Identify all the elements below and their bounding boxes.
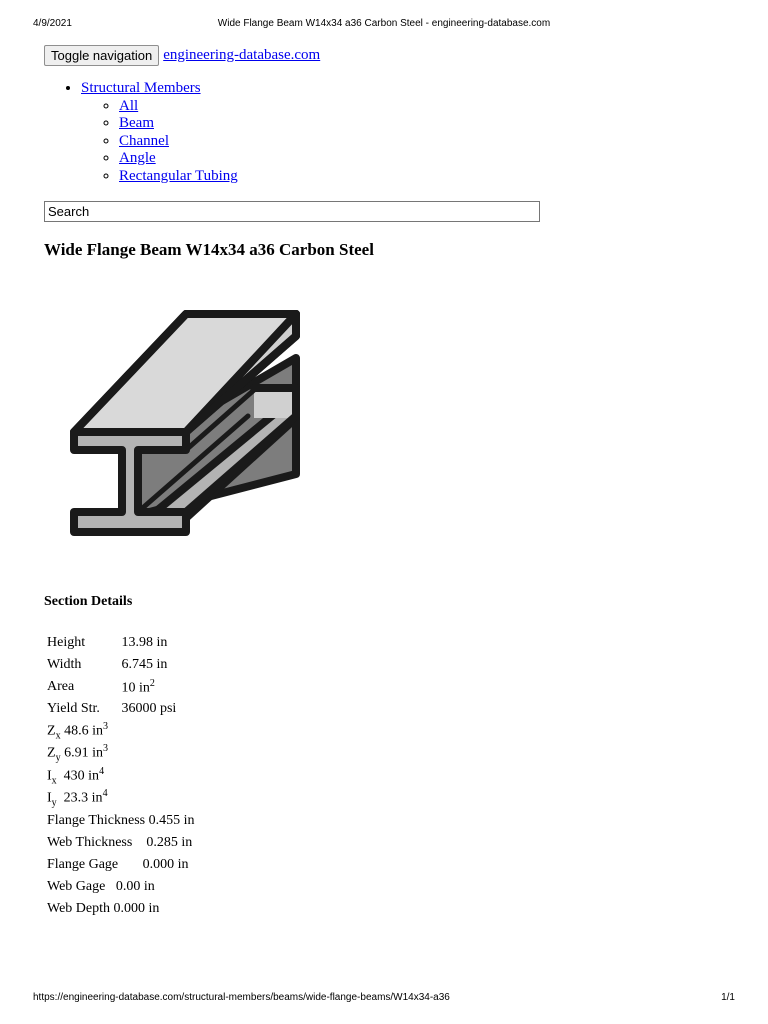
- yield-value: 36000 psi: [121, 701, 177, 716]
- flange-gage-value: 0.000 in: [142, 856, 189, 872]
- search-input[interactable]: [44, 201, 540, 222]
- table-row-ix: [46, 766, 196, 786]
- wide-flange-beam-icon: [68, 306, 304, 542]
- web-depth-cell: [46, 899, 196, 919]
- zx-cell: [46, 721, 196, 741]
- flange-thickness-label: Flange Thickness: [47, 812, 146, 828]
- table-row-area: [46, 677, 196, 697]
- web-thickness-cell: [46, 833, 196, 853]
- table-row-flange-thickness: [46, 811, 196, 831]
- height-value: 13.98 in: [121, 635, 168, 650]
- table-row-zy: [46, 743, 196, 763]
- zy-cell: [46, 743, 196, 763]
- beam-link[interactable]: Beam: [119, 115, 154, 131]
- ix-subscript: x: [51, 775, 57, 787]
- page-title: Wide Flange Beam W14x34 a36 Carbon Steel: [44, 240, 374, 259]
- area-value-cell: [120, 677, 195, 697]
- height-label: Height: [47, 635, 86, 650]
- table-row-iy: [46, 788, 196, 808]
- zy-exponent: 3: [102, 743, 108, 755]
- web-gage-label: Web Gage: [47, 878, 106, 894]
- iy-cell: [46, 788, 196, 808]
- structural-members-link[interactable]: Structural Members: [81, 80, 201, 96]
- zx-exponent: 3: [102, 721, 108, 732]
- width-value: 6.745 in: [121, 657, 168, 672]
- web-gage-value: 0.00 in: [115, 878, 155, 894]
- submenu-item-rectangular-tubing: [119, 168, 238, 186]
- brand-link[interactable]: engineering-database.com: [163, 46, 321, 63]
- ix-value: 430 in: [63, 768, 100, 784]
- flange-thickness-cell: [46, 811, 196, 831]
- section-details-table: [44, 631, 198, 921]
- web-depth-label: Web Depth: [47, 900, 111, 916]
- zx-value: 48.6 in: [64, 723, 103, 739]
- zx-subscript: x: [55, 730, 61, 742]
- print-url: https://engineering-database.com/structural-members/beams/wide-flange-beams/W14x34-a36: [33, 992, 450, 1003]
- print-header: [0, 14, 768, 34]
- web-gage-cell: [46, 877, 196, 897]
- area-exponent: 2: [149, 677, 155, 689]
- zx-label: Z: [47, 723, 56, 739]
- web-thickness-label: Web Thickness: [47, 834, 133, 850]
- submenu-item-beam: [119, 115, 238, 133]
- area-value: 10 in: [121, 680, 150, 696]
- print-page-number: 1/1: [721, 992, 735, 1003]
- submenu-item-all: [119, 98, 238, 116]
- iy-label: I: [47, 791, 52, 807]
- toggle-navigation-button[interactable]: Toggle navigation: [44, 45, 159, 66]
- table-row-web-depth: [46, 899, 196, 919]
- nav-menu: [44, 80, 238, 185]
- flange-thickness-value: 0.455 in: [148, 812, 195, 828]
- table-row-width: [46, 655, 196, 675]
- table-row-web-gage: [46, 877, 196, 897]
- iy-exponent: 4: [102, 788, 108, 800]
- structural-members-submenu: [81, 98, 238, 186]
- table-row-web-thickness: [46, 833, 196, 853]
- print-page-title: Wide Flange Beam W14x34 a36 Carbon Steel - engineering-database.com: [217, 18, 551, 29]
- print-footer: [0, 988, 768, 1008]
- channel-link[interactable]: Channel: [119, 132, 169, 149]
- table-row-yield-strength: [46, 699, 196, 719]
- rectangular-tubing-link[interactable]: Rectangular Tubing: [119, 167, 238, 184]
- iy-value: 23.3 in: [63, 791, 103, 807]
- ix-label: I: [47, 768, 52, 784]
- table-row-flange-gage: [46, 855, 196, 875]
- width-label: Width: [47, 657, 82, 672]
- angle-link[interactable]: Angle: [119, 150, 156, 166]
- all-link[interactable]: All: [119, 97, 139, 114]
- web-thickness-value: 0.285 in: [146, 834, 193, 850]
- table-row-zx: [46, 721, 196, 741]
- table-row-height: [46, 633, 196, 653]
- print-date: 4/9/2021: [33, 18, 72, 29]
- area-label: Area: [47, 679, 75, 694]
- submenu-item-angle: [119, 150, 238, 168]
- section-details-title: Section Details: [44, 594, 133, 609]
- ix-exponent: 4: [99, 765, 105, 777]
- iy-subscript: y: [51, 797, 57, 809]
- menu-item-structural-members: [81, 80, 238, 185]
- flange-gage-cell: [46, 855, 196, 875]
- zy-value: 6.91 in: [64, 746, 103, 762]
- submenu-item-channel: [119, 133, 238, 151]
- zy-subscript: y: [55, 752, 61, 764]
- yield-label: Yield Str.: [47, 701, 100, 716]
- web-depth-value: 0.000 in: [113, 900, 160, 916]
- navbar: [44, 44, 320, 66]
- flange-gage-label: Flange Gage: [47, 856, 119, 872]
- zy-label: Z: [47, 746, 56, 762]
- ix-cell: [46, 766, 196, 786]
